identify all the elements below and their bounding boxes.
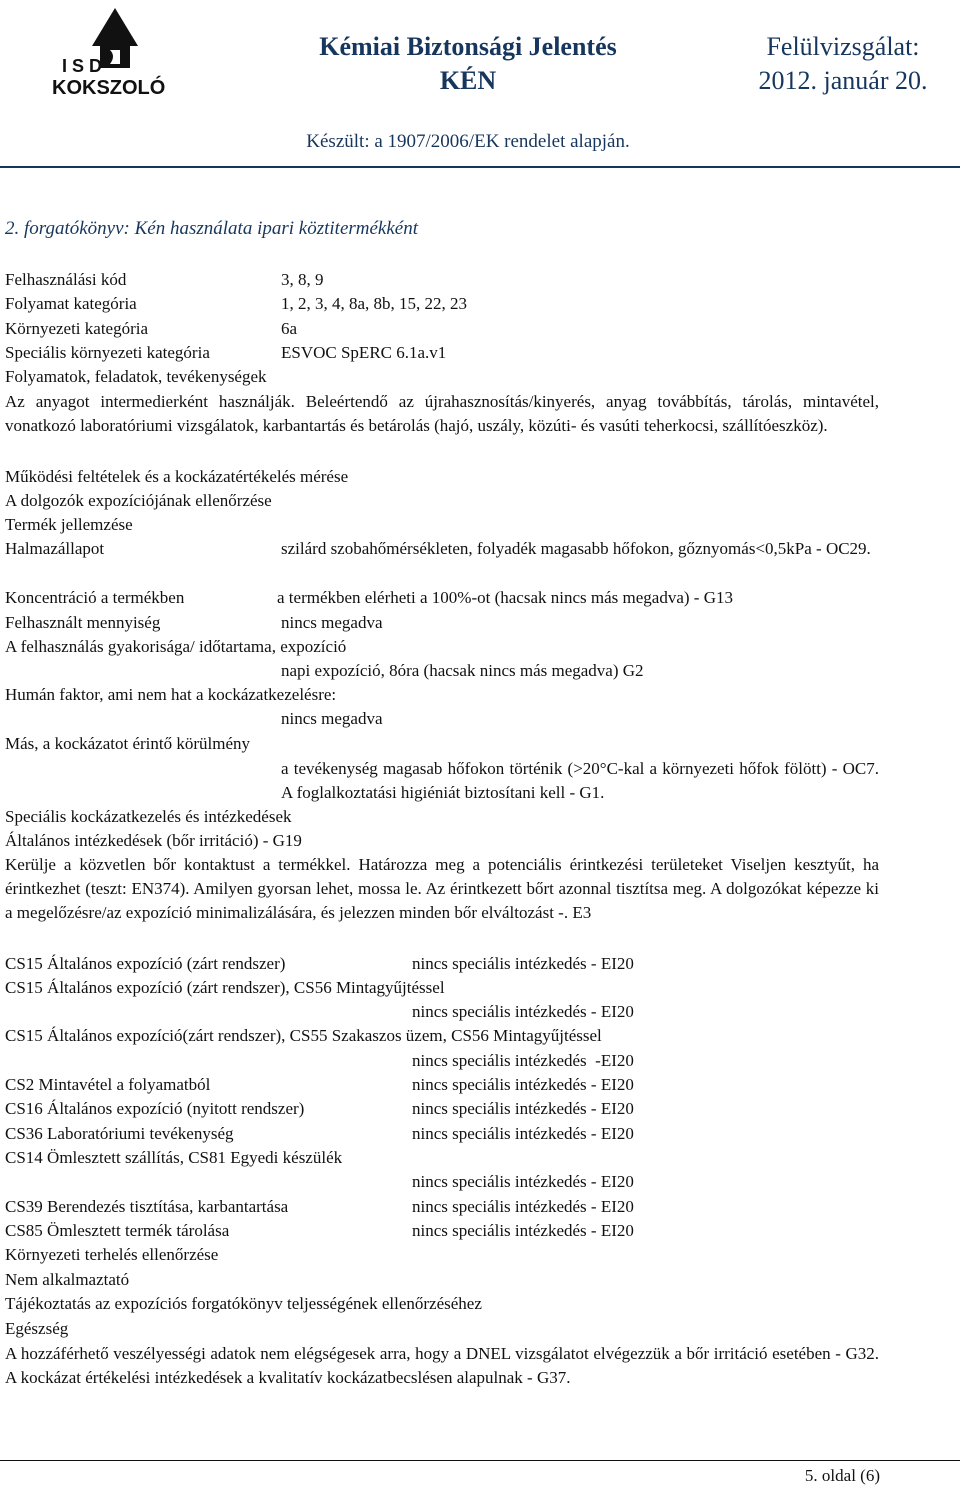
- amount-value: nincs megadva: [281, 613, 383, 632]
- measure-label: CS2 Mintavétel a folyamatból: [5, 1075, 211, 1094]
- general-measures-heading: Általános intézkedések (bőr irritáció) - G19: [5, 831, 302, 850]
- info-heading: Tájékoztatás az expozíciós forgatókönyv teljességének ellenőrzéséhez: [5, 1294, 482, 1313]
- amount-label: Felhasznált mennyiség: [5, 613, 161, 632]
- environment-value: Nem alkalmaztató: [5, 1270, 130, 1289]
- concentration-value: a termékben elérheti a 100%-ot (hacsak nincs más megadva) - G13: [277, 588, 733, 607]
- special-measures-heading: Speciális kockázatkezelés és intézkedések: [5, 807, 292, 826]
- measure-value: nincs speciális intézkedés - EI20: [412, 1002, 634, 1021]
- human-factor-heading: Humán faktor, ami nem hat a kockázatkezelésre:: [5, 685, 337, 704]
- measure-value: nincs speciális intézkedés - EI20: [412, 1197, 634, 1216]
- measure-label: CS15 Általános expozíció (zárt rendszer): [5, 954, 286, 973]
- review-date: 2012. január 20.: [758, 66, 928, 95]
- measure-value: nincs speciális intézkedés - EI20: [412, 954, 634, 973]
- review-label: Felülvizsgálat:: [766, 32, 920, 61]
- measure-label: CS39 Berendezés tisztítása, karbantartása: [5, 1197, 289, 1216]
- measure-value: nincs speciális intézkedés - EI20: [412, 1124, 634, 1143]
- code-label: Környezeti kategória: [5, 319, 149, 338]
- measure-value: nincs speciális intézkedés - EI20: [412, 1099, 634, 1118]
- measure-label: CS16 Általános expozíció (nyitott rendszer): [5, 1099, 305, 1118]
- measure-label: CS14 Ömlesztett szállítás, CS81 Egyedi készülék: [5, 1148, 343, 1167]
- measure-label: CS15 Általános expozíció (zárt rendszer), CS56 Mintagyűjtéssel: [5, 978, 445, 997]
- document-title-line2: KÉN: [439, 66, 497, 95]
- code-label: Felhasználási kód: [5, 270, 127, 289]
- concentration-label: Koncentráció a termékben: [5, 588, 185, 607]
- state-label: Halmazállapot: [5, 539, 105, 558]
- measure-value: nincs speciális intézkedés - EI20: [412, 1221, 634, 1240]
- measure-label: CS85 Ömlesztett termék tárolása: [5, 1221, 230, 1240]
- code-label: Speciális környezeti kategória: [5, 343, 210, 362]
- health-heading: Egészség: [5, 1319, 69, 1338]
- flame-logo-icon: [40, 6, 190, 98]
- measure-label: CS15 Általános expozíció(zárt rendszer), CS55 Szakaszos üzem, CS56 Mintagyűjtéssel: [5, 1026, 602, 1045]
- health-text: A hozzáférhető veszélyességi adatok nem elégségesek arra, hogy a DNEL vizsgálatot elvégezzük a bőr irritáció esetében - G32. A kockázat értékelési intézkedések a kvalitatív kockázatbecslésen alapulnak - G37.: [5, 1344, 879, 1387]
- frequency-value: napi expozíció, 8óra (hacsak nincs más megadva) G2: [281, 661, 644, 680]
- code-value: 1, 2, 3, 4, 8a, 8b, 15, 22, 23: [281, 294, 468, 313]
- measure-value: nincs speciális intézkedés - EI20: [412, 1075, 634, 1094]
- code-label: Folyamat kategória: [5, 294, 137, 313]
- logo-text-top: I S D: [62, 56, 103, 76]
- code-value: ESVOC SpERC 6.1a.v1: [281, 343, 447, 362]
- measure-value: nincs speciális intézkedés - EI20: [412, 1172, 634, 1191]
- state-value: szilárd szobahőmérsékleten, folyadék magasabb hőfokon, gőznyomás<0,5kPa - OC29.: [281, 539, 871, 558]
- operating-heading: Működési feltételek és a kockázatértékelés mérése: [5, 467, 349, 486]
- document-title: [208, 30, 728, 98]
- measure-value: nincs speciális intézkedés -EI20: [412, 1051, 634, 1070]
- frequency-heading: A felhasználás gyakorisága/ időtartama, expozíció: [5, 637, 347, 656]
- document-title-line1: Kémiai Biztonsági Jelentés: [319, 32, 617, 61]
- other-conditions-heading: Más, a kockázatot érintő körülmény: [5, 734, 251, 753]
- other-conditions-value: a tevékenység magasab hőfokon történik (>20°C-kal a környezeti hőfok fölött) - OC7. A foglalkoztatási higiéniát biztosítani kell - G1.: [281, 759, 879, 802]
- measure-label: CS36 Laboratóriumi tevékenység: [5, 1124, 234, 1143]
- processes-text: Az anyagot intermedierként használják. Beleértendő az újrahasznosítás/kinyerés, anyag továbbítás, tárolás, mintavétel, vonatkozó laboratóriumi vizsgálatok, karbantartás és betárolás (hajó, uszály, közúti- és vasúti teherkocsi, szállítóeszköz).: [5, 392, 879, 435]
- logo-text-bottom: KOKSZOLÓ: [52, 77, 166, 98]
- environment-heading: Környezeti terhelés ellenőrzése: [5, 1245, 219, 1264]
- code-value: 6a: [281, 319, 298, 338]
- header-divider: [0, 166, 960, 168]
- document-subtitle: Készült: a 1907/2006/EK rendelet alapján.: [306, 131, 630, 152]
- code-value: 3, 8, 9: [281, 270, 324, 289]
- section-title: 2. forgatókönyv: Kén használata ipari köztitermékként: [5, 218, 418, 239]
- general-measures-text: Kerülje a közvetlen bőr kontaktust a termékkel. Határozza meg a potenciális érintkezési területeket Viseljen kesztyűt, ha érintkezhet (teszt: EN374). Amilyen gyorsan lehet, mossa le. Az érintkezett bőrt azonnal tisztítsa meg. A dolgozókat képezze ki a megelőzésre/az expozíció minimalizálására, és jelezzen minden bőr elváltozást -. E3: [5, 855, 879, 922]
- company-logo: [40, 6, 190, 98]
- human-factor-value: nincs megadva: [281, 709, 383, 728]
- footer-divider: [0, 1460, 960, 1461]
- product-heading: Termék jellemzése: [5, 515, 133, 534]
- processes-heading: Folyamatok, feladatok, tevékenységek: [5, 367, 267, 386]
- worker-heading: A dolgozók expozíciójának ellenőrzése: [5, 491, 272, 510]
- review-info: [748, 30, 938, 98]
- page-number: 5. oldal (6): [804, 1466, 880, 1485]
